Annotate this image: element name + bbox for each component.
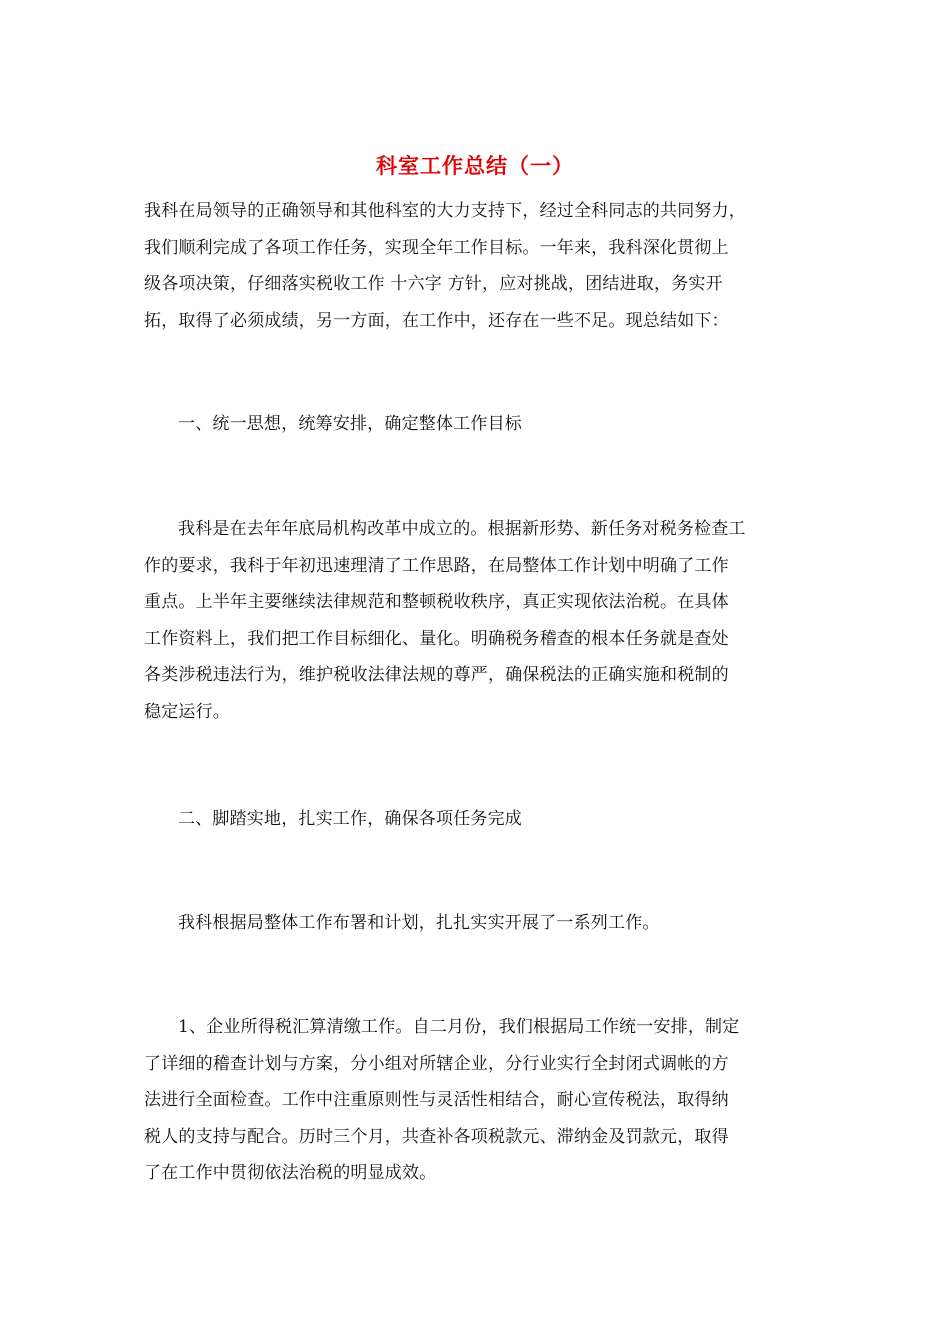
paragraph-line: 我们顺利完成了各项工作任务，实现全年工作目标。一年来，我科深化贯彻上 [144,237,729,258]
paragraph-line: 我科根据局整体工作布署和计划，扎扎实实开展了一系列工作。 [178,913,660,933]
paragraph-line: 稳定运行。 [144,701,230,722]
section-1-heading [144,406,809,443]
paragraph-line: 各类涉税违法行为，维护税收法律法规的尊严，确保税法的正确实施和税制的 [144,665,729,685]
section-heading-text: 二、脚踏实地，扎实工作，确保各项任务完成 [178,809,522,829]
paragraph-line: 税人的支持与配合。历时三个月，共查补各项税款元、滞纳金及罚款元，取得 [144,1126,729,1147]
paragraph-line: 法进行全面检查。工作中注重原则性与灵活性相结合，耐心宣传税法，取得纳 [144,1090,729,1110]
paragraph-line: 重点。上半年主要继续法律规范和整顿税收秩序，真正实现依法治税。在具体 [144,592,729,612]
paragraph-line: 作的要求，我科于年初迅速理清了工作思路，在局整体工作计划中明确了工作 [144,555,729,576]
intro-paragraph [144,193,809,339]
section-2-intro [144,905,809,942]
paragraph-line: 拓，取得了必须成绩，另一方面，在工作中，还存在一些不足。现总结如下： [144,310,729,331]
paragraph-line: 1、企业所得税汇算清缴工作。自二月份，我们根据局工作统一安排，制定 [178,1017,740,1037]
paragraph-line: 我科是在去年年底局机构改革中成立的。根据新形势、新任务对税务检查工 [178,519,746,539]
item-1-paragraph [144,1009,809,1192]
paragraph-line: 了在工作中贯彻依法治税的明显成效。 [144,1163,437,1183]
document-title: 科室工作总结（一） [376,153,574,178]
section-heading-text: 一、统一思想，统筹安排，确定整体工作目标 [178,414,522,434]
paragraph-line: 工作资料上，我们把工作目标细化、量化。明确税务稽查的根本任务就是查处 [144,628,729,649]
section-2-heading [144,801,809,838]
paragraph-line: 了详细的稽查计划与方案，分小组对所辖企业，分行业实行全封闭式调帐的方 [144,1053,729,1074]
paragraph-line: 级各项决策，仔细落实税收工作 十六字 方针，应对挑战，团结进取，务实开 [144,274,723,294]
section-1-paragraph [144,511,809,730]
paragraph-line: 我科在局领导的正确领导和其他科室的大力支持下，经过全科同志的共同努力， [144,201,746,221]
